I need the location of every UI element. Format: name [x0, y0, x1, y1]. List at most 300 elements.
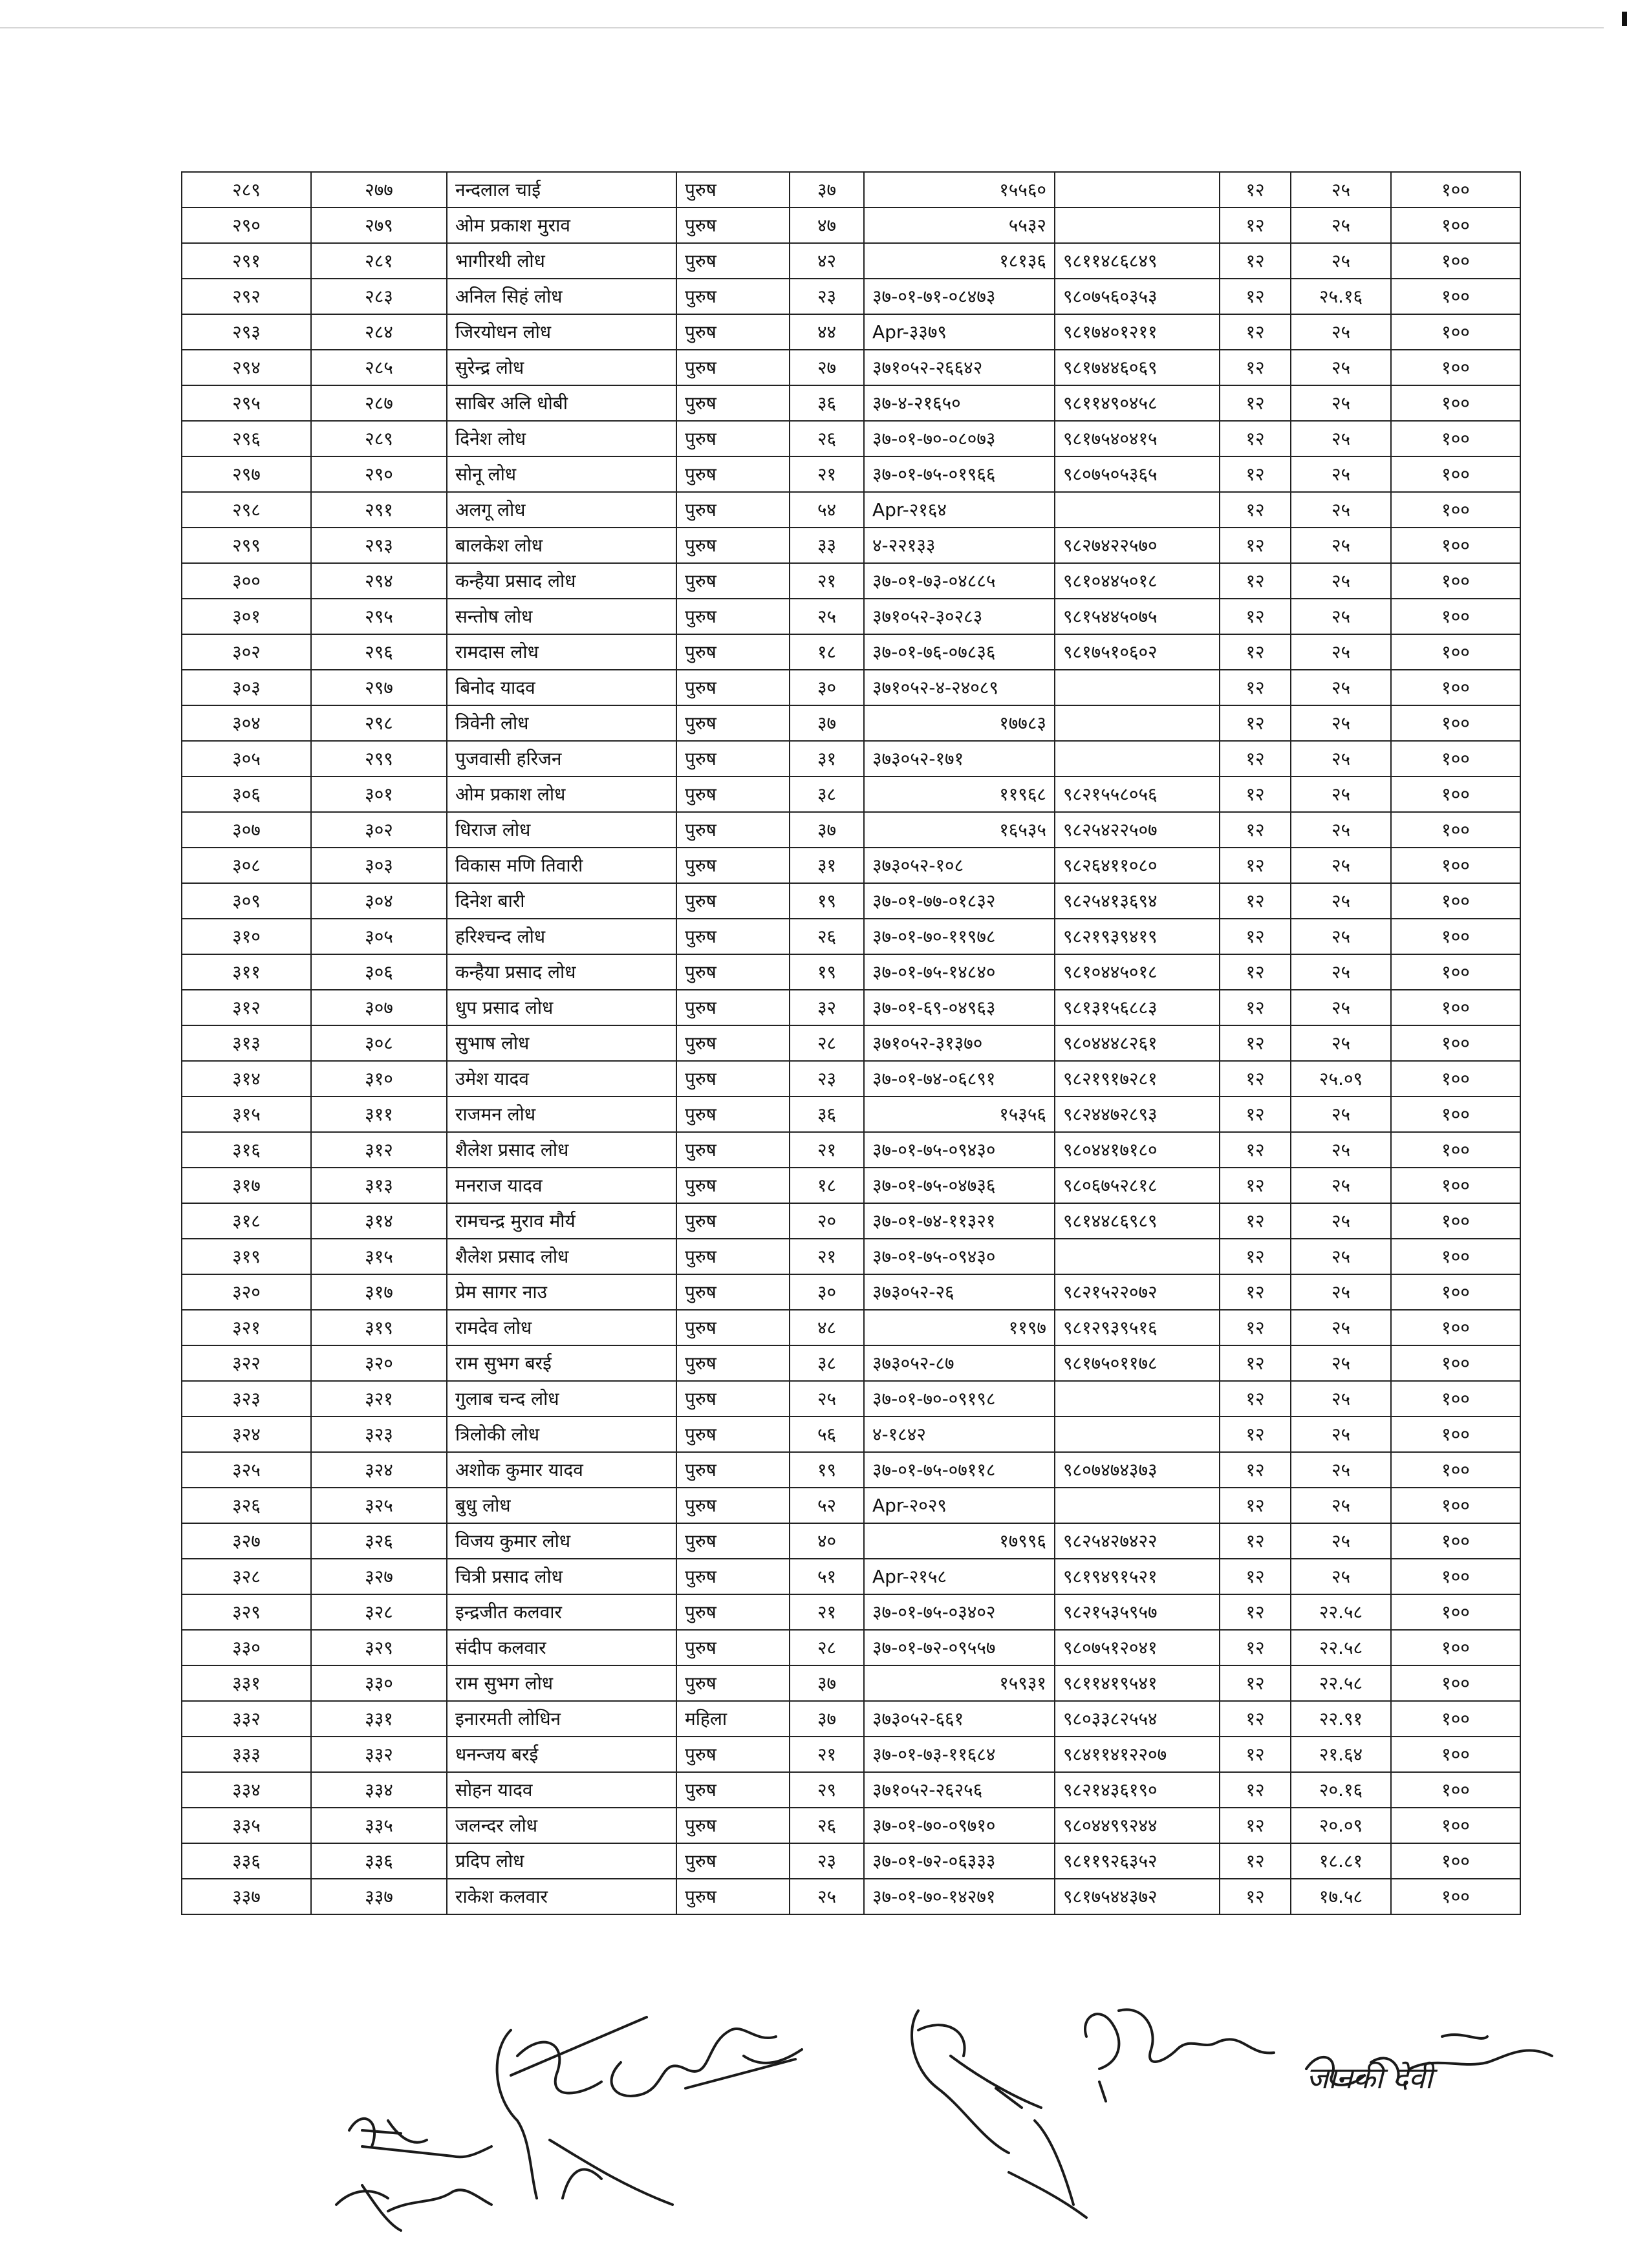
cell-score: २५	[1291, 883, 1391, 919]
cell-phone: ९८२५४२७४२२	[1055, 1523, 1220, 1559]
cell-citizenship-no: १५५६०	[864, 172, 1055, 208]
cell-score: २२.५८	[1291, 1665, 1391, 1701]
cell-age: ३१	[790, 741, 864, 776]
cell-age: २१	[790, 563, 864, 599]
cell-row-no: ३२१	[182, 1310, 311, 1345]
cell-name: बालकेश लोध	[447, 528, 676, 563]
cell-age: १९	[790, 883, 864, 919]
cell-phone: ९८०३३८२५५४	[1055, 1701, 1220, 1737]
cell-gender: पुरुष	[676, 456, 790, 492]
cell-phone: ९८१०४४५०१८	[1055, 954, 1220, 990]
cell-gender: पुरुष	[676, 919, 790, 954]
cell-name: सुरेन्द्र लोध	[447, 350, 676, 385]
table-row	[182, 812, 1520, 848]
cell-total: १००	[1391, 1772, 1520, 1808]
roster-table	[181, 171, 1521, 1915]
cell-age: ३७	[790, 1701, 864, 1737]
cell-col-12: १२	[1220, 492, 1291, 528]
cell-total: १००	[1391, 1488, 1520, 1523]
table-row	[182, 954, 1520, 990]
cell-row-no: ३२२	[182, 1345, 311, 1381]
cell-gender: पुरुष	[676, 1417, 790, 1452]
cell-score: २५	[1291, 350, 1391, 385]
cell-citizenship-no: ३७३०५२-१७१	[864, 741, 1055, 776]
cell-row-no: ३३१	[182, 1665, 311, 1701]
cell-total: १००	[1391, 1239, 1520, 1274]
cell-citizenship-no: ३७-०१-७०-११९७८	[864, 919, 1055, 954]
cell-score: २५	[1291, 528, 1391, 563]
cell-name: सुभाष लोध	[447, 1025, 676, 1061]
cell-total: १००	[1391, 1310, 1520, 1345]
cell-phone: ९८१९४९१५२१	[1055, 1559, 1220, 1594]
cell-roll-no: ३२९	[311, 1630, 447, 1665]
cell-col-12: १२	[1220, 954, 1291, 990]
cell-score: २५	[1291, 1310, 1391, 1345]
table-row	[182, 1203, 1520, 1239]
cell-citizenship-no: ३७-०१-७३-०४८८५	[864, 563, 1055, 599]
cell-gender: पुरुष	[676, 1097, 790, 1132]
cell-row-no: ३१४	[182, 1061, 311, 1097]
table-row	[182, 1381, 1520, 1417]
cell-citizenship-no: ३७-०१-७७-०१८३२	[864, 883, 1055, 919]
cell-age: ३७	[790, 172, 864, 208]
cell-name: ओम प्रकाश मुराव	[447, 208, 676, 243]
cell-gender: पुरुष	[676, 1345, 790, 1381]
cell-col-12: १२	[1220, 1737, 1291, 1772]
cell-score: २५	[1291, 1132, 1391, 1168]
cell-row-no: ३१५	[182, 1097, 311, 1132]
cell-col-12: १२	[1220, 812, 1291, 848]
cell-row-no: ३०६	[182, 776, 311, 812]
cell-phone: ९८११४८६८४९	[1055, 243, 1220, 279]
cell-gender: पुरुष	[676, 528, 790, 563]
cell-phone: ९८१३१५६८८३	[1055, 990, 1220, 1025]
cell-age: २१	[790, 456, 864, 492]
cell-age: २१	[790, 1594, 864, 1630]
cell-col-12: १२	[1220, 1843, 1291, 1879]
cell-age: ५१	[790, 1559, 864, 1594]
cell-score: २५	[1291, 776, 1391, 812]
cell-total: १००	[1391, 776, 1520, 812]
cell-score: २५	[1291, 1381, 1391, 1417]
cell-citizenship-no: ३७-०१-७२-०९५५७	[864, 1630, 1055, 1665]
cell-score: २५	[1291, 1488, 1391, 1523]
cell-citizenship-no: ३७-०१-७०-०९१९८	[864, 1381, 1055, 1417]
cell-roll-no: २८९	[311, 421, 447, 456]
cell-citizenship-no: ५५३२	[864, 208, 1055, 243]
cell-roll-no: ३३४	[311, 1772, 447, 1808]
cell-age: ३२	[790, 990, 864, 1025]
cell-score: २५	[1291, 1452, 1391, 1488]
cell-gender: पुरुष	[676, 385, 790, 421]
cell-row-no: ३००	[182, 563, 311, 599]
cell-score: २५	[1291, 670, 1391, 705]
cell-row-no: ३२८	[182, 1559, 311, 1594]
cell-row-no: ३२०	[182, 1274, 311, 1310]
cell-phone	[1055, 1381, 1220, 1417]
cell-name: उमेश यादव	[447, 1061, 676, 1097]
table-row	[182, 634, 1520, 670]
cell-gender: पुरुष	[676, 1630, 790, 1665]
cell-roll-no: ३३२	[311, 1737, 447, 1772]
cell-score: २५	[1291, 741, 1391, 776]
cell-name: सोहन यादव	[447, 1772, 676, 1808]
cell-roll-no: ३३७	[311, 1879, 447, 1914]
table-row	[182, 1701, 1520, 1737]
cell-gender: पुरुष	[676, 1879, 790, 1914]
cell-roll-no: ३०५	[311, 919, 447, 954]
cell-roll-no: २९१	[311, 492, 447, 528]
cell-row-no: ३०१	[182, 599, 311, 634]
table-row	[182, 1488, 1520, 1523]
cell-score: २५	[1291, 492, 1391, 528]
cell-total: १००	[1391, 1843, 1520, 1879]
cell-col-12: १२	[1220, 1559, 1291, 1594]
table-row	[182, 1097, 1520, 1132]
cell-total: १००	[1391, 1417, 1520, 1452]
cell-name: धनन्जय बरई	[447, 1737, 676, 1772]
table-row	[182, 456, 1520, 492]
signature-2	[497, 2017, 673, 2205]
cell-roll-no: ३०७	[311, 990, 447, 1025]
cell-row-no: ३११	[182, 954, 311, 990]
cell-row-no: २९०	[182, 208, 311, 243]
cell-roll-no: ३३१	[311, 1701, 447, 1737]
cell-col-12: १२	[1220, 1630, 1291, 1665]
cell-name: दिनेश बारी	[447, 883, 676, 919]
cell-phone	[1055, 670, 1220, 705]
cell-col-12: १२	[1220, 741, 1291, 776]
cell-name: सन्तोष लोध	[447, 599, 676, 634]
cell-citizenship-no: ३७३०५२-२६	[864, 1274, 1055, 1310]
cell-citizenship-no: ३७१०५२-३०२८३	[864, 599, 1055, 634]
cell-total: १००	[1391, 1594, 1520, 1630]
cell-name: शैलेश प्रसाद लोध	[447, 1132, 676, 1168]
cell-citizenship-no: ३७-०१-७४-११३२१	[864, 1203, 1055, 1239]
cell-age: ३७	[790, 1665, 864, 1701]
cell-row-no: ३२७	[182, 1523, 311, 1559]
cell-phone: ९८२१५२२०७२	[1055, 1274, 1220, 1310]
cell-row-no: ३१३	[182, 1025, 311, 1061]
cell-roll-no: ३०२	[311, 812, 447, 848]
table-row	[182, 279, 1520, 314]
cell-roll-no: ३१५	[311, 1239, 447, 1274]
cell-age: ३७	[790, 705, 864, 741]
cell-col-12: १२	[1220, 634, 1291, 670]
signature-3	[612, 2029, 802, 2096]
cell-col-12: १२	[1220, 563, 1291, 599]
cell-row-no: ३०४	[182, 705, 311, 741]
cell-total: १००	[1391, 1168, 1520, 1203]
cell-roll-no: ३२७	[311, 1559, 447, 1594]
cell-total: १००	[1391, 705, 1520, 741]
cell-phone: ९८१७५४०४१५	[1055, 421, 1220, 456]
cell-col-12: १२	[1220, 1132, 1291, 1168]
scan-top-rule	[0, 27, 1604, 28]
cell-name: प्रदिप लोध	[447, 1843, 676, 1879]
cell-gender: पुरुष	[676, 1025, 790, 1061]
cell-citizenship-no: ४-२२१३३	[864, 528, 1055, 563]
cell-name: प्रेम सागर नाउ	[447, 1274, 676, 1310]
cell-age: ३७	[790, 812, 864, 848]
cell-citizenship-no: ११९६८	[864, 776, 1055, 812]
cell-phone: ९८२४४७२८९३	[1055, 1097, 1220, 1132]
table-row	[182, 990, 1520, 1025]
cell-col-12: १२	[1220, 1523, 1291, 1559]
cell-name: बुधु लोध	[447, 1488, 676, 1523]
cell-gender: पुरुष	[676, 421, 790, 456]
cell-gender: पुरुष	[676, 1737, 790, 1772]
cell-col-12: १२	[1220, 919, 1291, 954]
cell-phone: ९८१२९३९५१६	[1055, 1310, 1220, 1345]
cell-age: १९	[790, 954, 864, 990]
cell-age: ३०	[790, 670, 864, 705]
cell-phone	[1055, 492, 1220, 528]
cell-score: २५	[1291, 990, 1391, 1025]
table-row	[182, 1594, 1520, 1630]
cell-name: त्रिवेनी लोध	[447, 705, 676, 741]
cell-roll-no: २९३	[311, 528, 447, 563]
table-row	[182, 1737, 1520, 1772]
cell-row-no: ३०९	[182, 883, 311, 919]
cell-row-no: ३२६	[182, 1488, 311, 1523]
cell-name: राम सुभग लोध	[447, 1665, 676, 1701]
cell-roll-no: ३१४	[311, 1203, 447, 1239]
cell-phone	[1055, 741, 1220, 776]
cell-age: ३१	[790, 848, 864, 883]
cell-phone: ९८१७४०१२११	[1055, 314, 1220, 350]
cell-roll-no: ३१२	[311, 1132, 447, 1168]
cell-score: २५	[1291, 1345, 1391, 1381]
cell-citizenship-no: ३७३०५२-१०८	[864, 848, 1055, 883]
cell-citizenship-no: १६५३५	[864, 812, 1055, 848]
cell-col-12: १२	[1220, 705, 1291, 741]
cell-citizenship-no: ३७-०१-७२-०६३३३	[864, 1843, 1055, 1879]
cell-gender: पुरुष	[676, 243, 790, 279]
cell-row-no: ३३२	[182, 1701, 311, 1737]
cell-name: राम सुभग बरई	[447, 1345, 676, 1381]
cell-phone: ९८१७५१०६०२	[1055, 634, 1220, 670]
cell-score: २५	[1291, 208, 1391, 243]
cell-total: १००	[1391, 1274, 1520, 1310]
cell-phone: ९८११४१९५४१	[1055, 1665, 1220, 1701]
cell-name: सोनू लोध	[447, 456, 676, 492]
table-row	[182, 1168, 1520, 1203]
table-row	[182, 1808, 1520, 1843]
cell-citizenship-no: ३७१०५२-२६६४२	[864, 350, 1055, 385]
cell-total: १००	[1391, 1665, 1520, 1701]
cell-phone: ९८२१९३९४१९	[1055, 919, 1220, 954]
cell-citizenship-no: ३७१०५२-३१३७०	[864, 1025, 1055, 1061]
cell-roll-no: ३०८	[311, 1025, 447, 1061]
cell-gender: पुरुष	[676, 848, 790, 883]
cell-total: १००	[1391, 350, 1520, 385]
cell-total: १००	[1391, 1025, 1520, 1061]
table-row	[182, 599, 1520, 634]
cell-row-no: ३१७	[182, 1168, 311, 1203]
cell-phone: ९८४११४१२२०७	[1055, 1737, 1220, 1772]
cell-name: जिरयोधन लोध	[447, 314, 676, 350]
cell-phone: ९८२१९१७२८१	[1055, 1061, 1220, 1097]
cell-col-12: १२	[1220, 670, 1291, 705]
cell-age: ४७	[790, 208, 864, 243]
cell-age: ५२	[790, 1488, 864, 1523]
table-row	[182, 350, 1520, 385]
cell-row-no: ३१६	[182, 1132, 311, 1168]
cell-age: ३६	[790, 385, 864, 421]
cell-col-12: १२	[1220, 1274, 1291, 1310]
cell-roll-no: ३२३	[311, 1417, 447, 1452]
cell-total: १००	[1391, 741, 1520, 776]
cell-age: २८	[790, 1630, 864, 1665]
cell-total: १००	[1391, 492, 1520, 528]
cell-name: नन्दलाल चाई	[447, 172, 676, 208]
cell-row-no: २९६	[182, 421, 311, 456]
cell-gender: पुरुष	[676, 990, 790, 1025]
cell-col-12: १२	[1220, 1239, 1291, 1274]
cell-gender: पुरुष	[676, 1808, 790, 1843]
cell-gender: पुरुष	[676, 314, 790, 350]
cell-name: हरिश्चन्द लोध	[447, 919, 676, 954]
cell-name: त्रिलोकी लोध	[447, 1417, 676, 1452]
cell-row-no: ३०२	[182, 634, 311, 670]
cell-age: ३३	[790, 528, 864, 563]
cell-name: शैलेश प्रसाद लोध	[447, 1239, 676, 1274]
cell-roll-no: २९९	[311, 741, 447, 776]
cell-row-no: ३१८	[182, 1203, 311, 1239]
cell-age: २१	[790, 1239, 864, 1274]
cell-name: अशोक कुमार यादव	[447, 1452, 676, 1488]
cell-gender: पुरुष	[676, 1843, 790, 1879]
cell-total: १००	[1391, 172, 1520, 208]
cell-phone: ९८०७५१२०४१	[1055, 1630, 1220, 1665]
cell-row-no: ३३६	[182, 1843, 311, 1879]
cell-citizenship-no: ३७-०१-७१-०८४७३	[864, 279, 1055, 314]
cell-phone: ९८१७५०११७८	[1055, 1345, 1220, 1381]
cell-score: २५	[1291, 385, 1391, 421]
cell-score: २५	[1291, 314, 1391, 350]
cell-age: ५४	[790, 492, 864, 528]
cell-phone: ९८११४९०४५८	[1055, 385, 1220, 421]
cell-roll-no: २८७	[311, 385, 447, 421]
cell-row-no: ३३३	[182, 1737, 311, 1772]
cell-citizenship-no: ३७-०१-७३-११६८४	[864, 1737, 1055, 1772]
cell-citizenship-no: ३७-०१-७५-०९४३०	[864, 1132, 1055, 1168]
cell-score: २०.१६	[1291, 1772, 1391, 1808]
cell-total: १००	[1391, 848, 1520, 883]
cell-roll-no: ३०३	[311, 848, 447, 883]
cell-roll-no: २९५	[311, 599, 447, 634]
cell-col-12: १२	[1220, 1701, 1291, 1737]
cell-phone	[1055, 172, 1220, 208]
cell-score: २५	[1291, 954, 1391, 990]
cell-total: १००	[1391, 883, 1520, 919]
cell-col-12: १२	[1220, 1061, 1291, 1097]
cell-gender: पुरुष	[676, 1239, 790, 1274]
cell-score: २५	[1291, 599, 1391, 634]
table-row	[182, 528, 1520, 563]
cell-phone	[1055, 705, 1220, 741]
cell-phone: ९८२६४११०८०	[1055, 848, 1220, 883]
cell-col-12: १२	[1220, 1879, 1291, 1914]
cell-score: २५	[1291, 456, 1391, 492]
table-row	[182, 1843, 1520, 1879]
cell-age: २५	[790, 1381, 864, 1417]
table-row	[182, 919, 1520, 954]
cell-name: कन्हैया प्रसाद लोध	[447, 954, 676, 990]
cell-col-12: १२	[1220, 1808, 1291, 1843]
cell-citizenship-no: ३७-०१-७०-०८०७३	[864, 421, 1055, 456]
cell-age: २३	[790, 279, 864, 314]
cell-score: २५	[1291, 812, 1391, 848]
cell-score: २५	[1291, 1097, 1391, 1132]
signature-area	[0, 1991, 1649, 2250]
cell-col-12: १२	[1220, 385, 1291, 421]
cell-col-12: १२	[1220, 990, 1291, 1025]
cell-citizenship-no: ३७-०१-७४-०६८९१	[864, 1061, 1055, 1097]
cell-name: ओम प्रकाश लोध	[447, 776, 676, 812]
cell-col-12: १२	[1220, 776, 1291, 812]
cell-total: १००	[1391, 812, 1520, 848]
cell-total: १००	[1391, 1630, 1520, 1665]
cell-phone	[1055, 1417, 1220, 1452]
cell-total: १००	[1391, 599, 1520, 634]
table-row	[182, 1310, 1520, 1345]
cell-col-12: १२	[1220, 350, 1291, 385]
cell-score: २१.६४	[1291, 1737, 1391, 1772]
table-row	[182, 1239, 1520, 1274]
cell-gender: पुरुष	[676, 776, 790, 812]
cell-phone	[1055, 1239, 1220, 1274]
cell-phone: ९८०४४४८२६१	[1055, 1025, 1220, 1061]
cell-age: १८	[790, 1168, 864, 1203]
cell-col-12: १२	[1220, 1345, 1291, 1381]
table-row	[182, 1523, 1520, 1559]
cell-phone: ९८०७४७४३७३	[1055, 1452, 1220, 1488]
cell-total: १००	[1391, 456, 1520, 492]
table-row	[182, 1345, 1520, 1381]
cell-name: राजमन लोध	[447, 1097, 676, 1132]
cell-col-12: १२	[1220, 243, 1291, 279]
cell-roll-no: ३२४	[311, 1452, 447, 1488]
table-row	[182, 1630, 1520, 1665]
cell-phone: ९८२१५३५९५७	[1055, 1594, 1220, 1630]
cell-total: १००	[1391, 1132, 1520, 1168]
cell-age: ४०	[790, 1523, 864, 1559]
cell-age: २९	[790, 1772, 864, 1808]
signature-7	[336, 2185, 491, 2231]
table-row	[182, 883, 1520, 919]
cell-citizenship-no: १७९९६	[864, 1523, 1055, 1559]
cell-phone: ९८०७५०५३६५	[1055, 456, 1220, 492]
cell-age: २०	[790, 1203, 864, 1239]
cell-gender: पुरुष	[676, 599, 790, 634]
cell-row-no: २९४	[182, 350, 311, 385]
cell-phone: ९८१०४४५०१८	[1055, 563, 1220, 599]
cell-total: १००	[1391, 1701, 1520, 1737]
cell-citizenship-no: ३७३०५२-६६१	[864, 1701, 1055, 1737]
cell-row-no: ३०८	[182, 848, 311, 883]
cell-age: ५६	[790, 1417, 864, 1452]
table-row	[182, 741, 1520, 776]
table-row	[182, 670, 1520, 705]
table-row	[182, 1559, 1520, 1594]
cell-age: २६	[790, 1808, 864, 1843]
cell-name: धुप प्रसाद लोध	[447, 990, 676, 1025]
cell-phone	[1055, 208, 1220, 243]
cell-row-no: ३२५	[182, 1452, 311, 1488]
cell-roll-no: ३३६	[311, 1843, 447, 1879]
